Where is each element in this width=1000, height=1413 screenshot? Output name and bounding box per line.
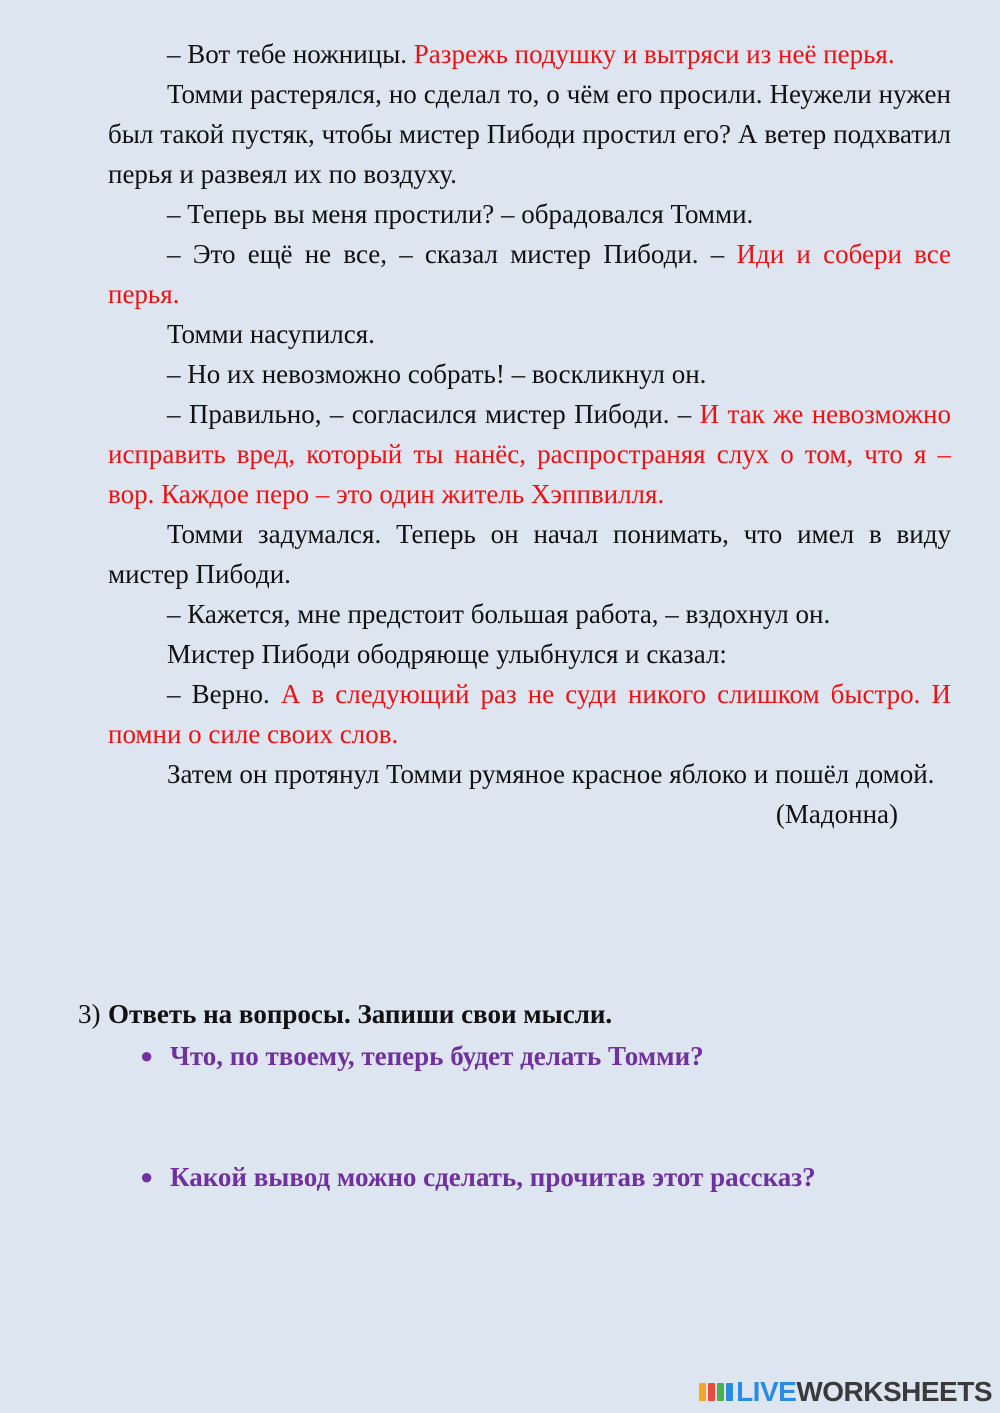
question-text: Какой вывод можно сделать, прочитав этот рассказ? xyxy=(170,1162,816,1192)
story-paragraph: – Вот тебе ножницы. Разрежь подушку и вытряси из неё перья. xyxy=(167,39,895,69)
story-paragraph: Томми насупился. xyxy=(167,319,375,349)
story-paragraph: – Верно. А в следующий раз не суди никого слишком быстро. И помни о силе своих слов. xyxy=(108,679,951,749)
story-paragraph: Мистер Пибоди ободряюще улыбнулся и сказал: xyxy=(167,639,727,669)
story-paragraph: – Но их невозможно собрать! – воскликнул он. xyxy=(167,359,707,389)
liveworksheets-logo[interactable] xyxy=(699,1377,992,1407)
story-paragraph: – Это ещё не все, – сказал мистер Пибоди. – Иди и собери все перья. xyxy=(108,239,952,309)
story-text xyxy=(108,34,951,834)
story-paragraph: – Кажется, мне предстоит большая работа, – вздохнул он. xyxy=(167,599,831,629)
question-item xyxy=(140,1157,970,1197)
story-paragraph: Томми задумался. Теперь он начал понимать, что имел в виду мистер Пибоди. xyxy=(108,519,951,589)
question-item xyxy=(140,1036,970,1076)
logo-icon xyxy=(699,1383,733,1401)
story-paragraph: – Правильно, – согласился мистер Пибоди. – И так же невозможно исправить вред, который ты нанёс, распространяя слух о том, что я – вор. Каждое перо – это один житель Хэппвилля. xyxy=(108,399,951,509)
question-text: Что, по твоему, теперь будет делать Томми? xyxy=(170,1041,704,1071)
story-paragraph: Затем он протянул Томми румяное красное яблоко и пошёл домой. xyxy=(167,759,935,789)
author-credit: (Мадонна) xyxy=(775,799,898,829)
bullet-icon: ● xyxy=(140,1043,154,1068)
bullet-icon: ● xyxy=(140,1164,154,1189)
task-heading xyxy=(78,994,958,1034)
story-paragraph: – Теперь вы меня простили? – обрадовался Томми. xyxy=(167,199,754,229)
story-paragraph: Томми растерялся, но сделал то, о чём его просили. Неужели нужен был такой пустяк, чтобы мистер Пибоди простил его? А ветер подхватил перья и развеял их по воздуху. xyxy=(108,79,951,189)
task-number: 3) xyxy=(78,999,101,1029)
logo-text: LIVEWORKSHEETS xyxy=(736,1376,992,1407)
task-title: Ответь на вопросы. Запиши свои мысли. xyxy=(108,999,613,1029)
